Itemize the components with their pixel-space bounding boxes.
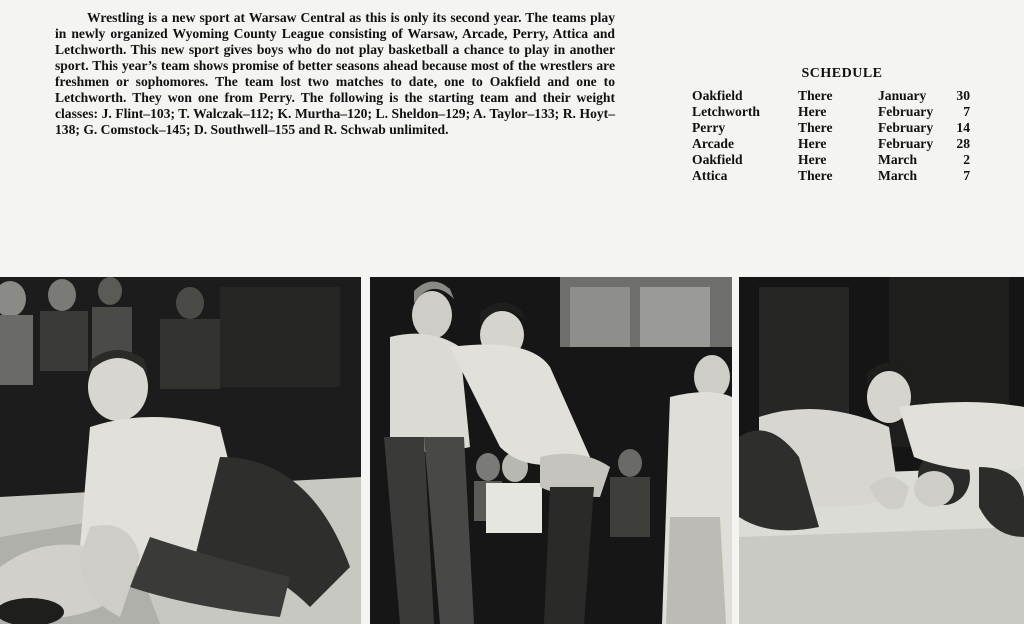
wrestling-photo-mat-hold	[0, 277, 361, 624]
schedule-title: SCHEDULE	[801, 66, 883, 81]
schedule-day: 14	[956, 120, 970, 135]
schedule-month: February	[878, 136, 934, 151]
schedule-month: March	[878, 152, 918, 167]
article-paragraph	[55, 10, 615, 138]
schedule-team: Attica	[692, 168, 728, 183]
schedule-row	[692, 120, 970, 136]
schedule-team: Oakfield	[692, 152, 743, 167]
schedule-team: Arcade	[692, 136, 735, 151]
schedule-location: There	[798, 120, 833, 135]
schedule	[692, 66, 982, 184]
schedule-table	[692, 88, 970, 184]
photo-standing-image	[370, 277, 732, 624]
schedule-day: 30	[956, 88, 970, 103]
schedule-row	[692, 104, 970, 120]
schedule-day: 7	[963, 104, 970, 119]
schedule-day: 2	[963, 152, 970, 167]
schedule-month: February	[878, 120, 934, 135]
article-text: Wrestling is a new sport at Warsaw Central as this is only its second year. The teams play in newly organized Wyoming County League consisting of Warsaw, Arcade, Perry, Attica and Letchworth. This new sport gives boys who do not play basketball a chance to play in another sport. This year’s team shows promise of better seasons ahead because most of the wrestlers are freshmen or sophomores. The team lost two matches to date, one to Oakfield and one to Letchworth. They won one from Perry. The following is the starting team and their weight classes: J. Flint–103; T. Walczak–112; K. Murtha–120; L. Sheldon–129; A. Taylor–133; R. Hoyt–138; G. Comstock–145; D. Southwell–155 and R. Schwab unlimited.	[55, 10, 615, 137]
schedule-team: Letchworth	[692, 104, 760, 119]
schedule-month: February	[878, 104, 934, 119]
wrestling-photo-pin	[739, 277, 1024, 624]
schedule-row	[692, 136, 970, 152]
wrestling-photo-standing	[370, 277, 732, 624]
schedule-day: 7	[963, 168, 970, 183]
schedule-team: Perry	[692, 120, 726, 135]
schedule-row	[692, 168, 970, 184]
schedule-day: 28	[956, 136, 970, 151]
photo-pin-image	[739, 277, 1024, 624]
schedule-month: January	[878, 88, 927, 103]
schedule-row	[692, 152, 970, 168]
schedule-row	[692, 88, 970, 104]
schedule-location: Here	[798, 136, 827, 151]
schedule-location: Here	[798, 104, 827, 119]
schedule-team: Oakfield	[692, 88, 743, 103]
schedule-location: There	[798, 168, 833, 183]
photo-mat-hold-image	[0, 277, 361, 624]
schedule-location: There	[798, 88, 833, 103]
schedule-month: March	[878, 168, 918, 183]
schedule-location: Here	[798, 152, 827, 167]
